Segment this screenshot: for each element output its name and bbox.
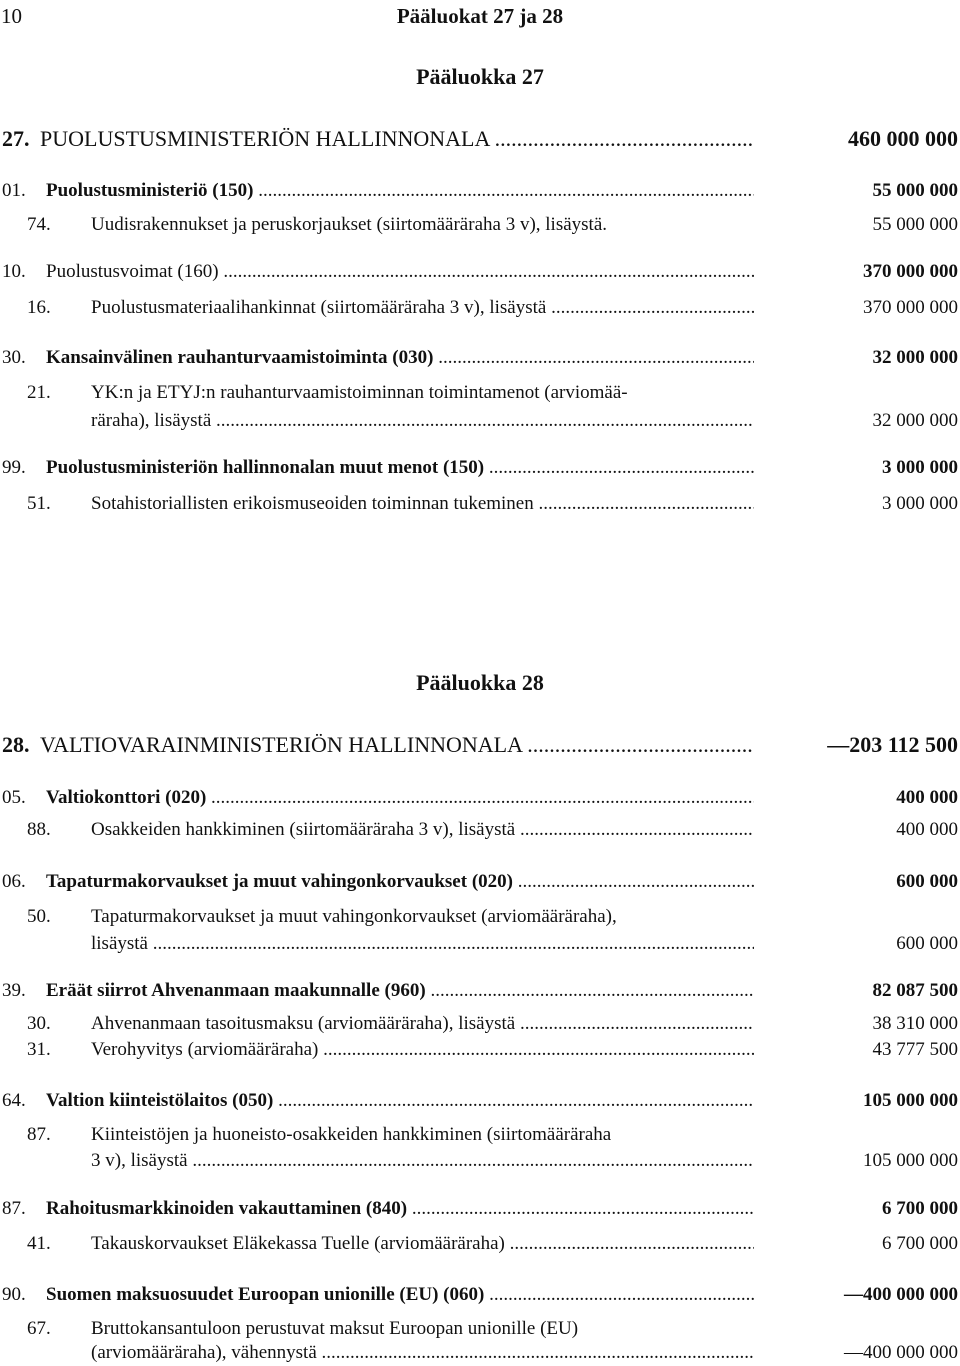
budget-row-sub (0, 904, 960, 930)
row-description: VALTIOVARAINMINISTERIÖN HALLINNONALA ..... (40, 732, 754, 757)
row-description: Verohyvitys (arviomääräraha) ..... (91, 1039, 754, 1060)
budget-row-main (0, 455, 960, 481)
budget-row-sub (0, 1037, 960, 1063)
row-description: Puolustusmateriaalihankinnat (siirtomääräraha 3 v), lisäystä ..... (91, 297, 754, 318)
section-heading-28: Pääluokka 28 (416, 670, 544, 695)
budget-row-main (0, 345, 960, 371)
budget-row-main (0, 785, 960, 811)
budget-row-main (0, 1088, 960, 1114)
main-title-row-27 (0, 126, 960, 152)
row-amount: 3 000 000 (882, 493, 958, 514)
row-description: Ahvenanmaan tasoitusmaksu (arviomääräraha), lisäystä ..... (91, 1013, 754, 1034)
row-amount: 6 700 000 (882, 1233, 958, 1254)
budget-row-sub (0, 1122, 960, 1148)
budget-row-sub (0, 295, 960, 321)
row-number: 87. (27, 1124, 51, 1145)
row-amount: 55 000 000 (872, 214, 958, 235)
row-number: 01. (2, 180, 26, 201)
row-number: 05. (2, 787, 26, 808)
row-description-continuation: räraha), lisäystä ..... (91, 410, 754, 431)
row-description: Tapaturmakorvaukset ja muut vahingonkorvaukset (020) ..... (46, 871, 754, 892)
row-amount: —400 000 000 (844, 1284, 958, 1305)
row-description: Valtiokonttori (020) ..... (46, 787, 754, 808)
budget-row-main (0, 259, 960, 285)
budget-row-main (0, 1196, 960, 1222)
row-number: 16. (27, 297, 51, 318)
row-description: Uudisrakennukset ja peruskorjaukset (siirtomääräraha 3 v), lisäystä. (91, 214, 608, 235)
budget-row-sub (0, 212, 960, 238)
row-description: Puolustusministeriö (150) ..... (46, 180, 754, 201)
row-amount: 105 000 000 (863, 1150, 958, 1171)
row-amount: 460 000 000 (848, 126, 958, 151)
main-title-row-28 (0, 732, 960, 758)
row-amount: 6 700 000 (882, 1198, 958, 1219)
row-description: Sotahistoriallisten erikoismuseoiden toiminnan tukeminen ..... (91, 493, 754, 514)
row-amount: 55 000 000 (872, 180, 958, 201)
row-number: 10. (2, 261, 26, 282)
row-amount: 82 087 500 (872, 980, 958, 1001)
budget-row-sub (0, 1316, 960, 1342)
row-description-continuation: (arviomääräraha), vähennystä ..... (91, 1342, 754, 1363)
row-number: 31. (27, 1039, 51, 1060)
row-amount: 370 000 000 (863, 297, 958, 318)
row-description: Puolustusministeriön hallinnonalan muut menot (150) ..... (46, 457, 754, 478)
row-description-continuation: lisäystä ..... (91, 933, 754, 954)
budget-row-main (0, 178, 960, 204)
row-number: 88. (27, 819, 51, 840)
page-number: 10 (1, 4, 22, 28)
budget-row-sub (0, 380, 960, 406)
running-title: Pääluokat 27 ja 28 (396, 4, 564, 28)
row-number: 21. (27, 382, 51, 403)
row-number: 39. (2, 980, 26, 1001)
row-number: 28. (2, 732, 30, 757)
row-amount: 105 000 000 (863, 1090, 958, 1111)
row-amount: 3 000 000 (882, 457, 958, 478)
row-number: 64. (2, 1090, 26, 1111)
row-number: 50. (27, 906, 51, 927)
row-description: Eräät siirrot Ahvenanmaan maakunnalle (960) ..... (46, 980, 754, 1001)
row-number: 41. (27, 1233, 51, 1254)
budget-row-sub (0, 817, 960, 843)
row-amount: 400 000 (896, 819, 958, 840)
row-description: Kiinteistöjen ja huoneisto-osakkeiden hankkiminen (siirtomääräraha (91, 1124, 612, 1145)
budget-row-main (0, 869, 960, 895)
row-description: Kansainvälinen rauhanturvaamistoiminta (030) ..... (46, 347, 754, 368)
budget-row-main (0, 978, 960, 1004)
section-heading-27: Pääluokka 27 (416, 64, 544, 89)
row-description: YK:n ja ETYJ:n rauhanturvaamistoiminnan toimintamenot (arviomää- (91, 382, 628, 403)
row-amount: —203 112 500 (827, 732, 958, 757)
row-description: Osakkeiden hankkiminen (siirtomääräraha 3 v), lisäystä ..... (91, 819, 754, 840)
row-amount: 43 777 500 (872, 1039, 958, 1060)
row-amount: 600 000 (896, 933, 958, 954)
row-amount: 32 000 000 (872, 347, 958, 368)
row-description-continuation: 3 v), lisäystä ..... (91, 1150, 754, 1171)
row-amount: 400 000 (896, 787, 958, 808)
row-number: 30. (2, 347, 26, 368)
row-number: 99. (2, 457, 26, 478)
budget-row-continuation (0, 931, 960, 957)
budget-row-continuation (0, 408, 960, 434)
row-number: 87. (2, 1198, 26, 1219)
budget-row-main (0, 1282, 960, 1308)
row-number: 27. (2, 126, 30, 151)
row-number: 67. (27, 1318, 51, 1339)
row-amount: 600 000 (896, 871, 958, 892)
row-amount: —400 000 000 (844, 1342, 958, 1363)
budget-row-sub (0, 1011, 960, 1037)
row-number: 30. (27, 1013, 51, 1034)
budget-row-continuation (0, 1340, 960, 1366)
row-description: Tapaturmakorvaukset ja muut vahingonkorvaukset (arviomääräraha), (91, 906, 617, 927)
row-number: 90. (2, 1284, 26, 1305)
row-amount: 32 000 000 (872, 410, 958, 431)
row-number: 06. (2, 871, 26, 892)
row-amount: 370 000 000 (863, 261, 958, 282)
budget-row-sub (0, 1231, 960, 1257)
row-description: Puolustusvoimat (160) ..... (46, 261, 754, 282)
budget-row-sub (0, 491, 960, 517)
row-description: Valtion kiinteistölaitos (050) ..... (46, 1090, 754, 1111)
row-number: 51. (27, 493, 51, 514)
budget-row-continuation (0, 1148, 960, 1174)
row-number: 74. (27, 214, 51, 235)
row-description: Rahoitusmarkkinoiden vakauttaminen (840) ..... (46, 1198, 754, 1219)
row-description: Bruttokansantuloon perustuvat maksut Euroopan unionille (EU) (91, 1318, 579, 1339)
row-description: Suomen maksuosuudet Euroopan unionille (EU) (060) ..... (46, 1284, 754, 1305)
row-description: PUOLUSTUSMINISTERIÖN HALLINNONALA ..... (40, 126, 754, 151)
row-description: Takauskorvaukset Eläkekassa Tuelle (arviomääräraha) ..... (91, 1233, 754, 1254)
row-amount: 38 310 000 (872, 1013, 958, 1034)
